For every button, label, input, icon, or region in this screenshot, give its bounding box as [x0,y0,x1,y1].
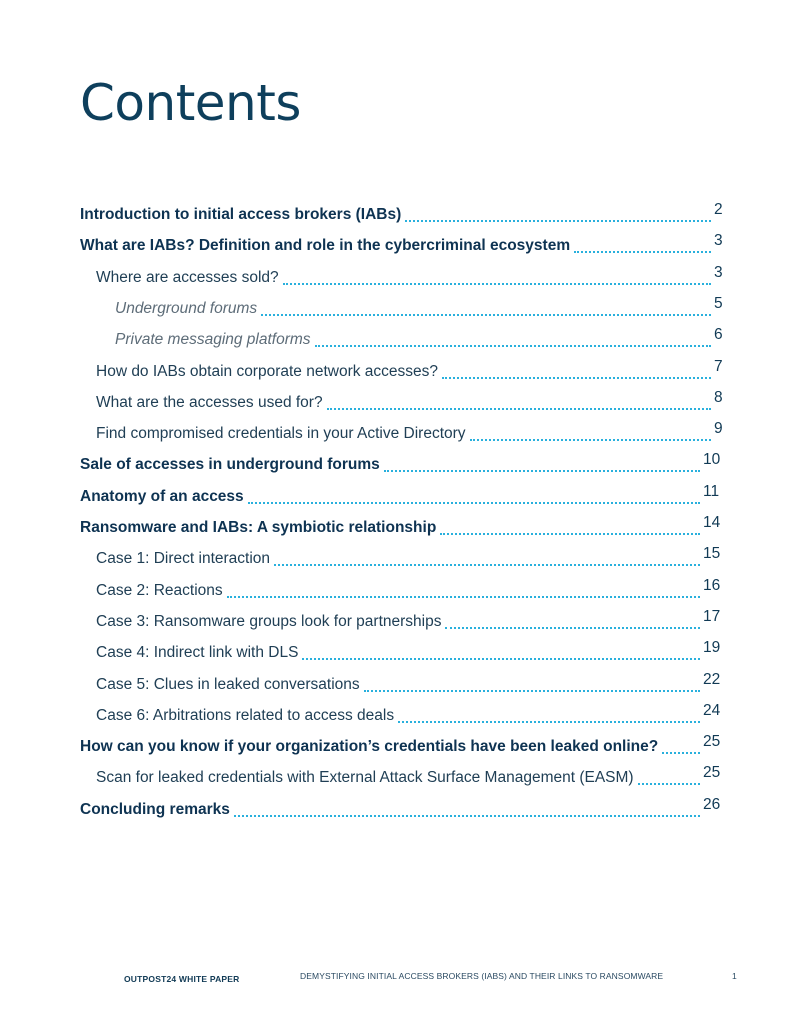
toc-entry-title: What are IABs? Definition and role in the cybercriminal ecosystem [80,237,571,255]
toc-entry[interactable] [0,763,800,789]
toc-dot-leader [302,658,700,660]
toc-entry-title: Anatomy of an access [80,487,244,505]
toc-page-number: 8 [714,388,723,406]
toc-dot-leader [384,470,700,472]
toc-dot-leader [662,752,700,754]
toc-entry-title: Case 5: Clues in leaked conversations [96,675,360,693]
toc-page-number: 10 [703,451,721,469]
toc-dot-leader [234,815,700,817]
footer-document-title: DEMYSTIFYING INITIAL ACCESS BROKERS (IABS) AND THEIR LINKS TO RANSOMWARE [300,971,664,981]
toc-dot-leader [364,690,700,692]
toc-entry[interactable] [0,263,800,289]
toc-dot-leader [440,533,700,535]
toc-page-number: 25 [703,733,721,751]
toc-entry[interactable] [0,701,800,727]
toc-entry[interactable] [0,482,800,508]
toc-dot-leader [638,783,700,785]
toc-page-number: 19 [703,639,721,657]
toc-entry[interactable] [0,231,800,257]
toc-page-number: 15 [703,545,721,563]
toc-page-number: 6 [714,326,723,344]
toc-page-number: 25 [703,764,721,782]
toc-dot-leader [261,314,711,316]
toc-page-number: 11 [703,482,720,500]
toc-dot-leader [398,721,700,723]
toc-entry[interactable] [0,200,800,226]
toc-entry[interactable] [0,670,800,696]
footer-brand: OUTPOST24 WHITE PAPER [124,974,240,984]
toc-entry-title: How can you know if your organization’s credentials have been leaked online? [80,738,659,756]
toc-entry[interactable] [0,513,800,539]
toc-page-number: 7 [714,357,723,375]
toc-page-number: 17 [703,607,721,625]
toc-entry-title: Case 2: Reactions [96,581,223,599]
toc-entry[interactable] [0,450,800,476]
toc-page-number: 24 [703,701,721,719]
toc-page-number: 14 [703,514,721,531]
toc-entry-title: Underground forums [115,299,258,317]
toc-entry[interactable] [0,576,800,602]
toc-page-number: 26 [703,795,721,813]
toc-entry[interactable] [0,795,800,821]
toc-page-number: 2 [714,201,723,218]
toc-dot-leader [574,251,711,253]
toc-entry[interactable] [0,638,800,664]
toc-dot-leader [327,408,711,410]
toc-entry[interactable] [0,357,800,383]
toc-entry-title: Find compromised credentials in your Active Directory [96,425,466,443]
toc-entry[interactable] [0,419,800,445]
page-title: Contents [80,74,301,132]
toc-dot-leader [274,564,700,566]
toc-entry-title: Scan for leaked credentials with External Attack Surface Management (EASM) [96,769,634,787]
toc-entry[interactable] [0,732,800,758]
toc-page-number: 3 [714,263,723,281]
toc-entry[interactable] [0,607,800,633]
toc-entry-title: Where are accesses sold? [96,268,279,286]
toc-entry-title: What are the accesses used for? [96,393,323,411]
toc-page-number: 9 [714,420,723,438]
toc-dot-leader [227,596,700,598]
toc-dot-leader [315,345,711,347]
toc-entry-title: Case 6: Arbitrations related to access deals [96,706,395,724]
toc-dot-leader [470,439,711,441]
toc-entry-title: Sale of accesses in underground forums [80,456,380,474]
toc-dot-leader [248,502,700,504]
toc-entry-title: Case 3: Ransomware groups look for partnerships [96,612,442,630]
toc-entry-title: How do IABs obtain corporate network accesses? [96,362,439,380]
toc-entry-title: Private messaging platforms [115,331,311,349]
toc-entry-title: Ransomware and IABs: A symbiotic relationship [80,519,437,536]
footer-page-number: 1 [732,971,737,981]
toc-page-number: 22 [703,670,721,688]
toc-entry[interactable] [0,294,800,320]
toc-dot-leader [405,220,711,222]
toc-entry[interactable] [0,388,800,414]
toc-dot-leader [442,377,711,379]
toc-dot-leader [283,283,711,285]
toc-entry-title: Case 4: Indirect link with DLS [96,644,299,662]
toc-page-number: 5 [714,294,723,312]
toc-page-number: 3 [714,232,723,250]
toc-entry-title: Case 1: Direct interaction [96,550,271,568]
toc-entry-title: Concluding remarks [80,800,230,818]
toc-entry-title: Introduction to initial access brokers (IABs) [80,206,402,223]
toc-entry[interactable] [0,325,800,351]
toc-dot-leader [445,627,700,629]
toc-entry[interactable] [0,544,800,570]
toc-page-number: 16 [703,576,721,594]
